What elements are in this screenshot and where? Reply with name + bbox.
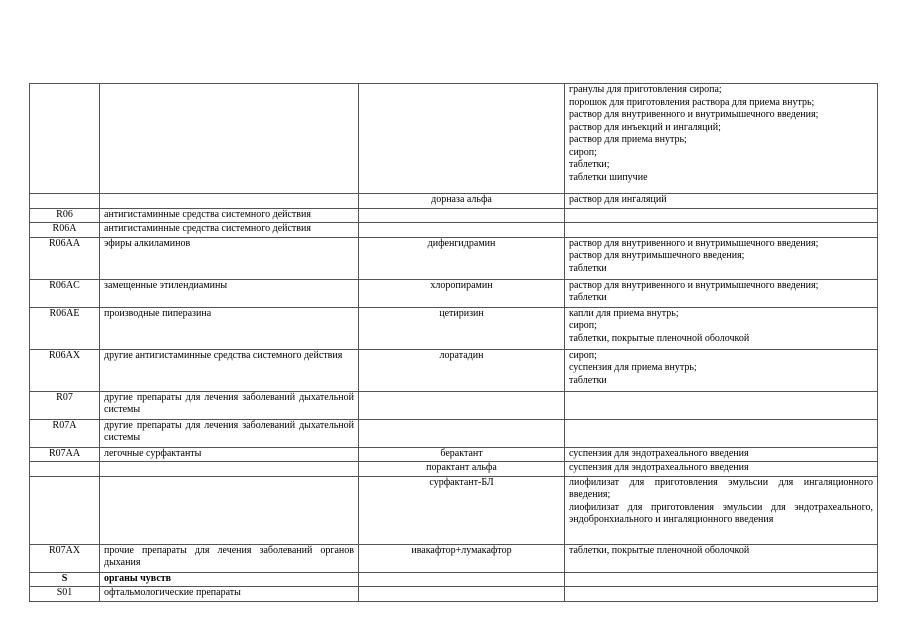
dosage-form: таблетки шипучие <box>569 171 648 183</box>
dosage-forms-cell <box>565 279 878 307</box>
group-name-cell <box>100 84 359 194</box>
dosage-form: таблетки, покрытые пленочной оболочкой <box>569 544 750 556</box>
drug-name-cell <box>359 391 565 419</box>
dosage-form: раствор для внутривенного и внутримышечного введения; <box>569 279 819 291</box>
atc-code-cell: R06AX <box>30 349 100 391</box>
dosage-forms-cell <box>565 307 878 349</box>
atc-code-cell: R07AA <box>30 447 100 462</box>
table-row <box>30 194 878 209</box>
table-row <box>30 307 878 349</box>
table-row <box>30 223 878 238</box>
dosage-form: таблетки, покрытые пленочной оболочкой <box>569 332 750 344</box>
drug-name-cell <box>359 419 565 447</box>
group-name-cell: офтальмологические препараты <box>100 587 359 602</box>
atc-code-cell: R07 <box>30 391 100 419</box>
atc-code-cell <box>30 476 100 544</box>
dosage-form: раствор для внутривенного и внутримышечного введения; <box>569 109 819 120</box>
group-name-cell: производные пиперазина <box>100 307 359 349</box>
drug-table-body <box>30 84 878 602</box>
drug-name-cell: дифенгидрамин <box>359 237 565 279</box>
atc-code-cell: R07AX <box>30 544 100 572</box>
atc-code-cell: R06AA <box>30 237 100 279</box>
table-row <box>30 587 878 602</box>
drug-table <box>29 83 878 602</box>
dosage-forms-cell <box>565 223 878 238</box>
drug-name-cell: лоратадин <box>359 349 565 391</box>
dosage-forms-cell <box>565 572 878 587</box>
table-row <box>30 419 878 447</box>
drug-name-cell: дорназа альфа <box>359 194 565 209</box>
group-name-cell: другие препараты для лечения заболеваний дыхательной системы <box>100 391 359 419</box>
group-name-cell: антигистаминные средства системного действия <box>100 208 359 223</box>
group-name-cell: прочие препараты для лечения заболеваний органов дыхания <box>100 544 359 572</box>
dosage-forms-cell <box>565 237 878 279</box>
drug-name-cell <box>359 223 565 238</box>
table-row <box>30 208 878 223</box>
dosage-form: сироп; <box>569 146 597 158</box>
dosage-form: суспензия для эндотрахеального введения <box>569 447 749 459</box>
dosage-form: сироп; <box>569 349 597 361</box>
table-row <box>30 572 878 587</box>
dosage-forms-cell <box>565 391 878 419</box>
group-name-cell: легочные сурфактанты <box>100 447 359 462</box>
drug-name-cell: ивакафтор+лумакафтор <box>359 544 565 572</box>
group-name-cell: другие препараты для лечения заболеваний дыхательной системы <box>100 419 359 447</box>
drug-name-cell: цетиризин <box>359 307 565 349</box>
dosage-form: таблетки <box>569 374 607 386</box>
dosage-forms-cell <box>565 208 878 223</box>
dosage-form: раствор для приема внутрь; <box>569 134 687 145</box>
dosage-form: гранулы для приготовления сиропа; <box>569 84 722 95</box>
dosage-form: таблетки <box>569 292 607 303</box>
drug-name-cell: порактант альфа <box>359 462 565 477</box>
dosage-form: сироп; <box>569 320 597 331</box>
dosage-forms-cell <box>565 462 878 477</box>
dosage-form: раствор для инъекций и ингаляций; <box>569 121 721 133</box>
dosage-form: лиофилизат для приготовления эмульсии для эндотрахеального, эндобронхиального и ингаляционного введения <box>569 501 873 525</box>
table-row <box>30 447 878 462</box>
group-name-cell: органы чувств <box>100 572 359 587</box>
table-row <box>30 279 878 307</box>
dosage-forms-cell <box>565 447 878 462</box>
table-row <box>30 476 878 544</box>
drug-name-cell: хлоропирамин <box>359 279 565 307</box>
table-row <box>30 349 878 391</box>
group-name-cell: эфиры алкиламинов <box>100 237 359 279</box>
drug-name-cell <box>359 572 565 587</box>
drug-name-cell: берактант <box>359 447 565 462</box>
drug-name-cell <box>359 208 565 223</box>
dosage-form: суспензия для эндотрахеального введения <box>569 462 749 473</box>
group-name-cell: другие антигистаминные средства системного действия <box>100 349 359 391</box>
dosage-forms-cell <box>565 194 878 209</box>
dosage-form: капли для приема внутрь; <box>569 307 679 319</box>
dosage-forms-cell <box>565 349 878 391</box>
table-row <box>30 544 878 572</box>
atc-code-cell <box>30 194 100 209</box>
drug-name-cell: сурфактант-БЛ <box>359 476 565 544</box>
atc-code-cell: R07A <box>30 419 100 447</box>
dosage-form: порошок для приготовления раствора для приема внутрь; <box>569 96 815 108</box>
atc-code-cell <box>30 462 100 477</box>
dosage-form: раствор для ингаляций <box>569 194 667 205</box>
atc-code-cell: S <box>30 572 100 587</box>
group-name-cell <box>100 462 359 477</box>
dosage-forms-cell <box>565 84 878 194</box>
atc-code-cell: R06AE <box>30 307 100 349</box>
group-name-cell <box>100 476 359 544</box>
group-name-cell <box>100 194 359 209</box>
dosage-forms-cell <box>565 419 878 447</box>
atc-code-cell: R06 <box>30 208 100 223</box>
drug-name-cell <box>359 84 565 194</box>
atc-code-cell: S01 <box>30 587 100 602</box>
table-row <box>30 391 878 419</box>
dosage-form: раствор для внутривенного и внутримышечного введения; <box>569 237 819 249</box>
table-row <box>30 84 878 194</box>
atc-code-cell: R06A <box>30 223 100 238</box>
dosage-forms-cell <box>565 544 878 572</box>
table-row <box>30 237 878 279</box>
table-row <box>30 462 878 477</box>
drug-name-cell <box>359 587 565 602</box>
dosage-form: лиофилизат для приготовления эмульсии для ингаляционного введения; <box>569 476 873 500</box>
dosage-form: суспензия для приема внутрь; <box>569 362 697 373</box>
dosage-form: раствор для внутримышечного введения; <box>569 250 745 261</box>
group-name-cell: антигистаминные средства системного действия <box>100 223 359 238</box>
atc-code-cell <box>30 84 100 194</box>
dosage-forms-cell <box>565 476 878 544</box>
dosage-form: таблетки <box>569 262 607 274</box>
dosage-form: таблетки; <box>569 159 610 170</box>
dosage-forms-cell <box>565 587 878 602</box>
group-name-cell: замещенные этилендиамины <box>100 279 359 307</box>
atc-code-cell: R06AC <box>30 279 100 307</box>
